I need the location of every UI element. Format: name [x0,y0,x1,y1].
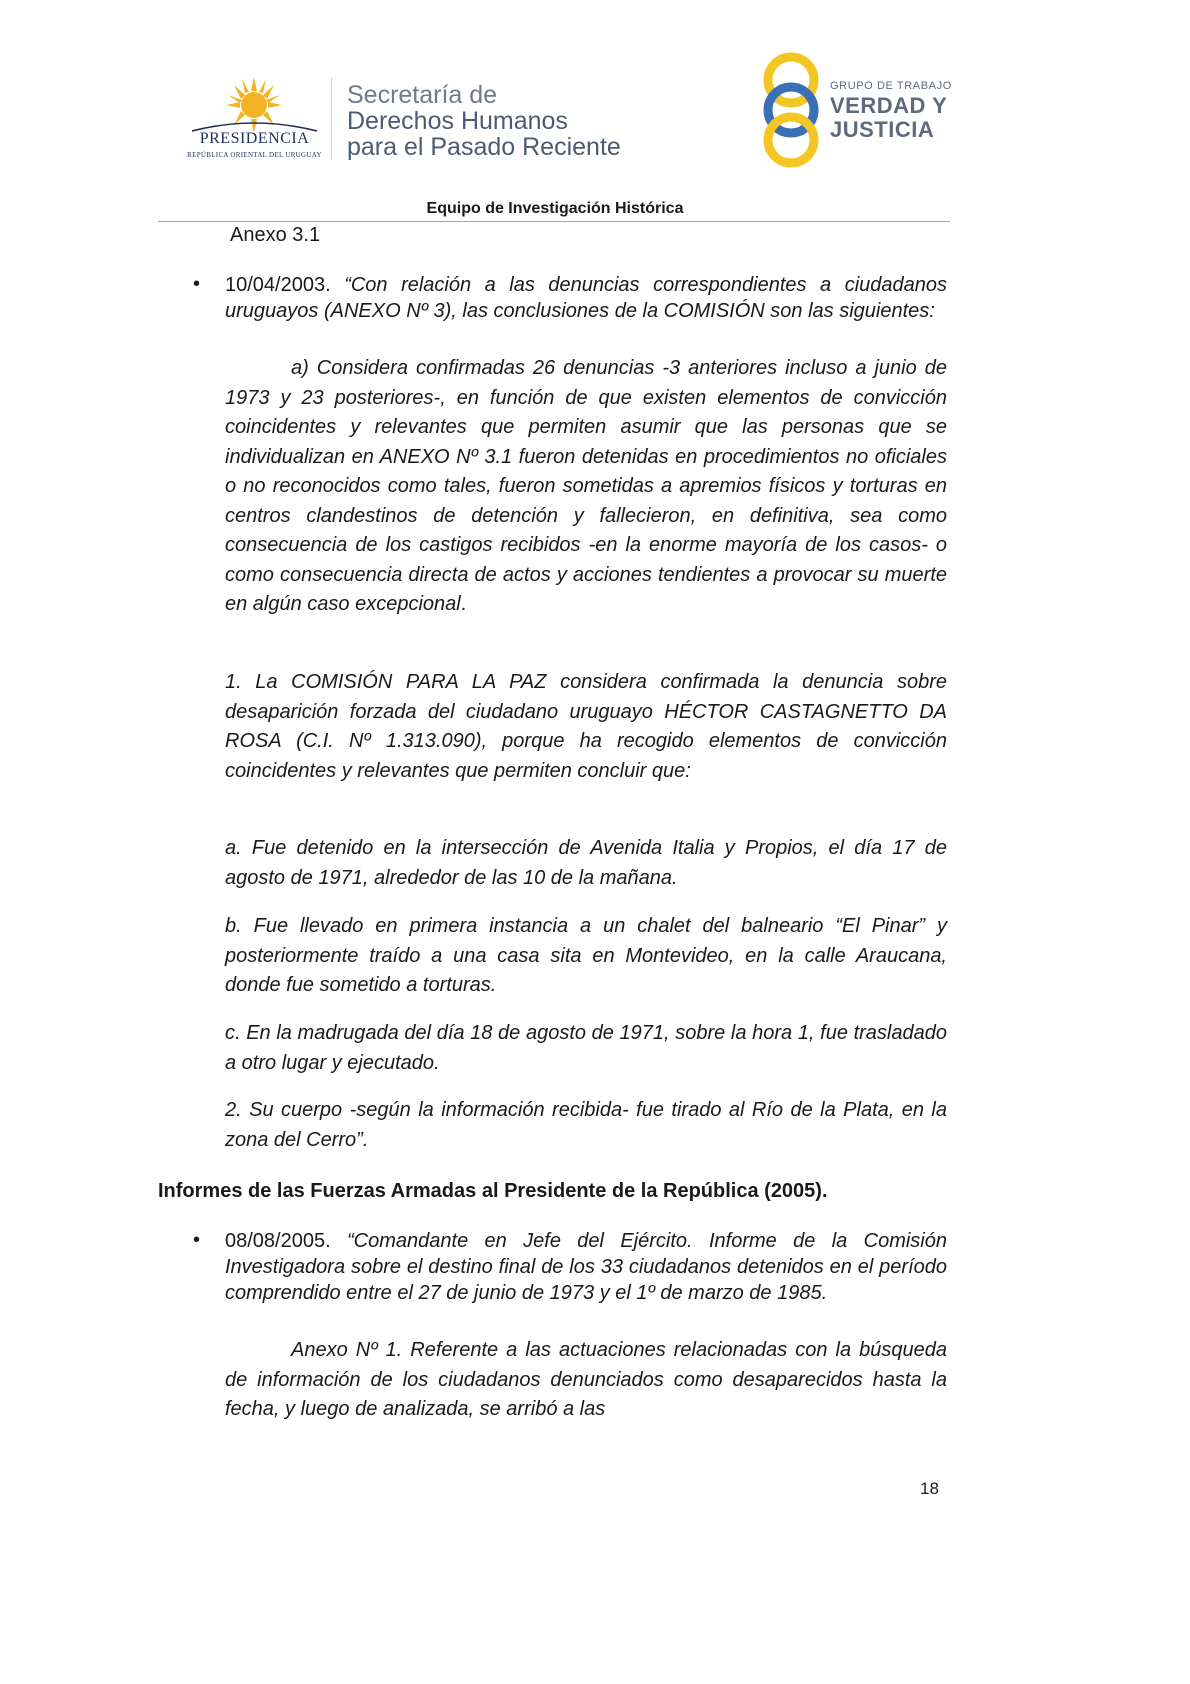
anexo-label: Anexo 3.1 [230,224,321,246]
header-rule [158,221,950,222]
secretaria-logo-text [347,82,621,160]
verdad-justicia-logo [760,50,960,170]
interlocked-rings-icon [760,50,822,170]
paragraph-a2: a. Fue detenido en la intersección de Avenida Italia y Propios, el día 17 de agosto de 1971, alrededor de las 10 de la mañana. [225,837,947,889]
paragraph-b: b. Fue llevado en primera instancia a un chalet del balneario “El Pinar” y posteriormente traído a una casa sita en Montevideo, en la calle Araucana, donde fue sometido a torturas. [225,915,947,996]
secretaria-line-1: Secretaría de [347,81,498,109]
paragraph-2: 2. Su cuerpo -según la información recibida- fue tirado al Río de la Plata, en la zona del Cerro”. [225,1099,947,1151]
bullet-1-text: “Con relación a las denuncias correspondientes a ciudadanos uruguayos (ANEXO Nº 3), las conclusiones de la COMISIÓN son las siguientes: [225,274,947,322]
bullet-1-paragraph [225,272,947,324]
paragraph-a-end: . [460,593,467,615]
paragraph-anexo-1: Anexo Nº 1. Referente a las actuaciones relacionadas con la búsqueda de información de los ciudadanos denunciados como desaparecidos hasta la fecha, y luego de analizada, se arribó a las [225,1339,947,1420]
team-heading [0,200,1100,218]
paragraph-a-text: a) Considera confirmadas 26 denuncias -3 anteriores incluso a junio de 1973 y 23 posteriores-, en función de que existen elementos de convicción coincidentes y relevantes que permiten asumir que las personas que se individualizan en ANEXO Nº 3.1 fueron detenidas en procedimientos no oficiales o no reconocidos como tales, fueron sometidas a apremios físicos y torturas en centros clandestinos de detención y fallecieron, en definitiva, sea como consecuencia de los castigos recibidos -en la enorme mayoría de los casos- o como consecuencia directa de actos y acciones tendientes a provocar su muerte en algún caso excepcional [225,357,947,615]
bullet-2-date: 08/08/2005. [225,1230,348,1252]
bullet-marker-2: • [193,1229,201,1251]
bullet-1-date: 10/04/2003. [225,274,345,296]
sun-emblem-icon [182,75,327,133]
gtvj-title-line-2: JUSTICIA [830,117,935,142]
presidencia-subtitle: REPÚBLICA ORIENTAL DEL URUGUAY [187,151,322,159]
paragraph-c: c. En la madrugada del día 18 de agosto de 1971, sobre la hora 1, fue trasladado a otro lugar y ejecutado. [225,1022,947,1074]
paragraph-a [225,354,947,620]
bullet-2-text: “Comandante en Jefe del Ejército. Informe de la Comisión Investigadora sobre el destino final de los 33 ciudadanos detenidos en el período comprendido entre el 27 de junio de 1973 y el 1º de marzo de 1985. [225,1230,947,1304]
gtvj-title-line-1: VERDAD Y [830,93,948,118]
secretaria-line-2: Derechos Humanos [347,107,568,135]
bullet-marker-1: • [193,273,201,295]
header-divider [331,78,332,160]
presidencia-logo [182,75,327,165]
secretaria-line-3: para el Pasado Reciente [347,133,621,161]
gtvj-title [830,94,947,142]
team-heading-text: Equipo de Investigación Histórica [426,200,684,217]
page-number: 18 [920,1479,939,1498]
section-heading: Informes de las Fuerzas Armadas al Presidente de la República (2005). [158,1180,828,1202]
gtvj-small-text: GRUPO DE TRABAJO [830,80,952,92]
presidencia-title: PRESIDENCIA [199,130,310,147]
paragraph-1: 1. La COMISIÓN PARA LA PAZ considera confirmada la denuncia sobre desaparición forzada del ciudadano uruguayo HÉCTOR CASTAGNETTO DA ROSA (C.I. Nº 1.313.090), porque ha recogido elementos de convicción coincidentes y relevantes que permiten concluir que: [225,671,947,782]
page-header [0,0,1100,230]
bullet-2-paragraph [225,1228,947,1306]
